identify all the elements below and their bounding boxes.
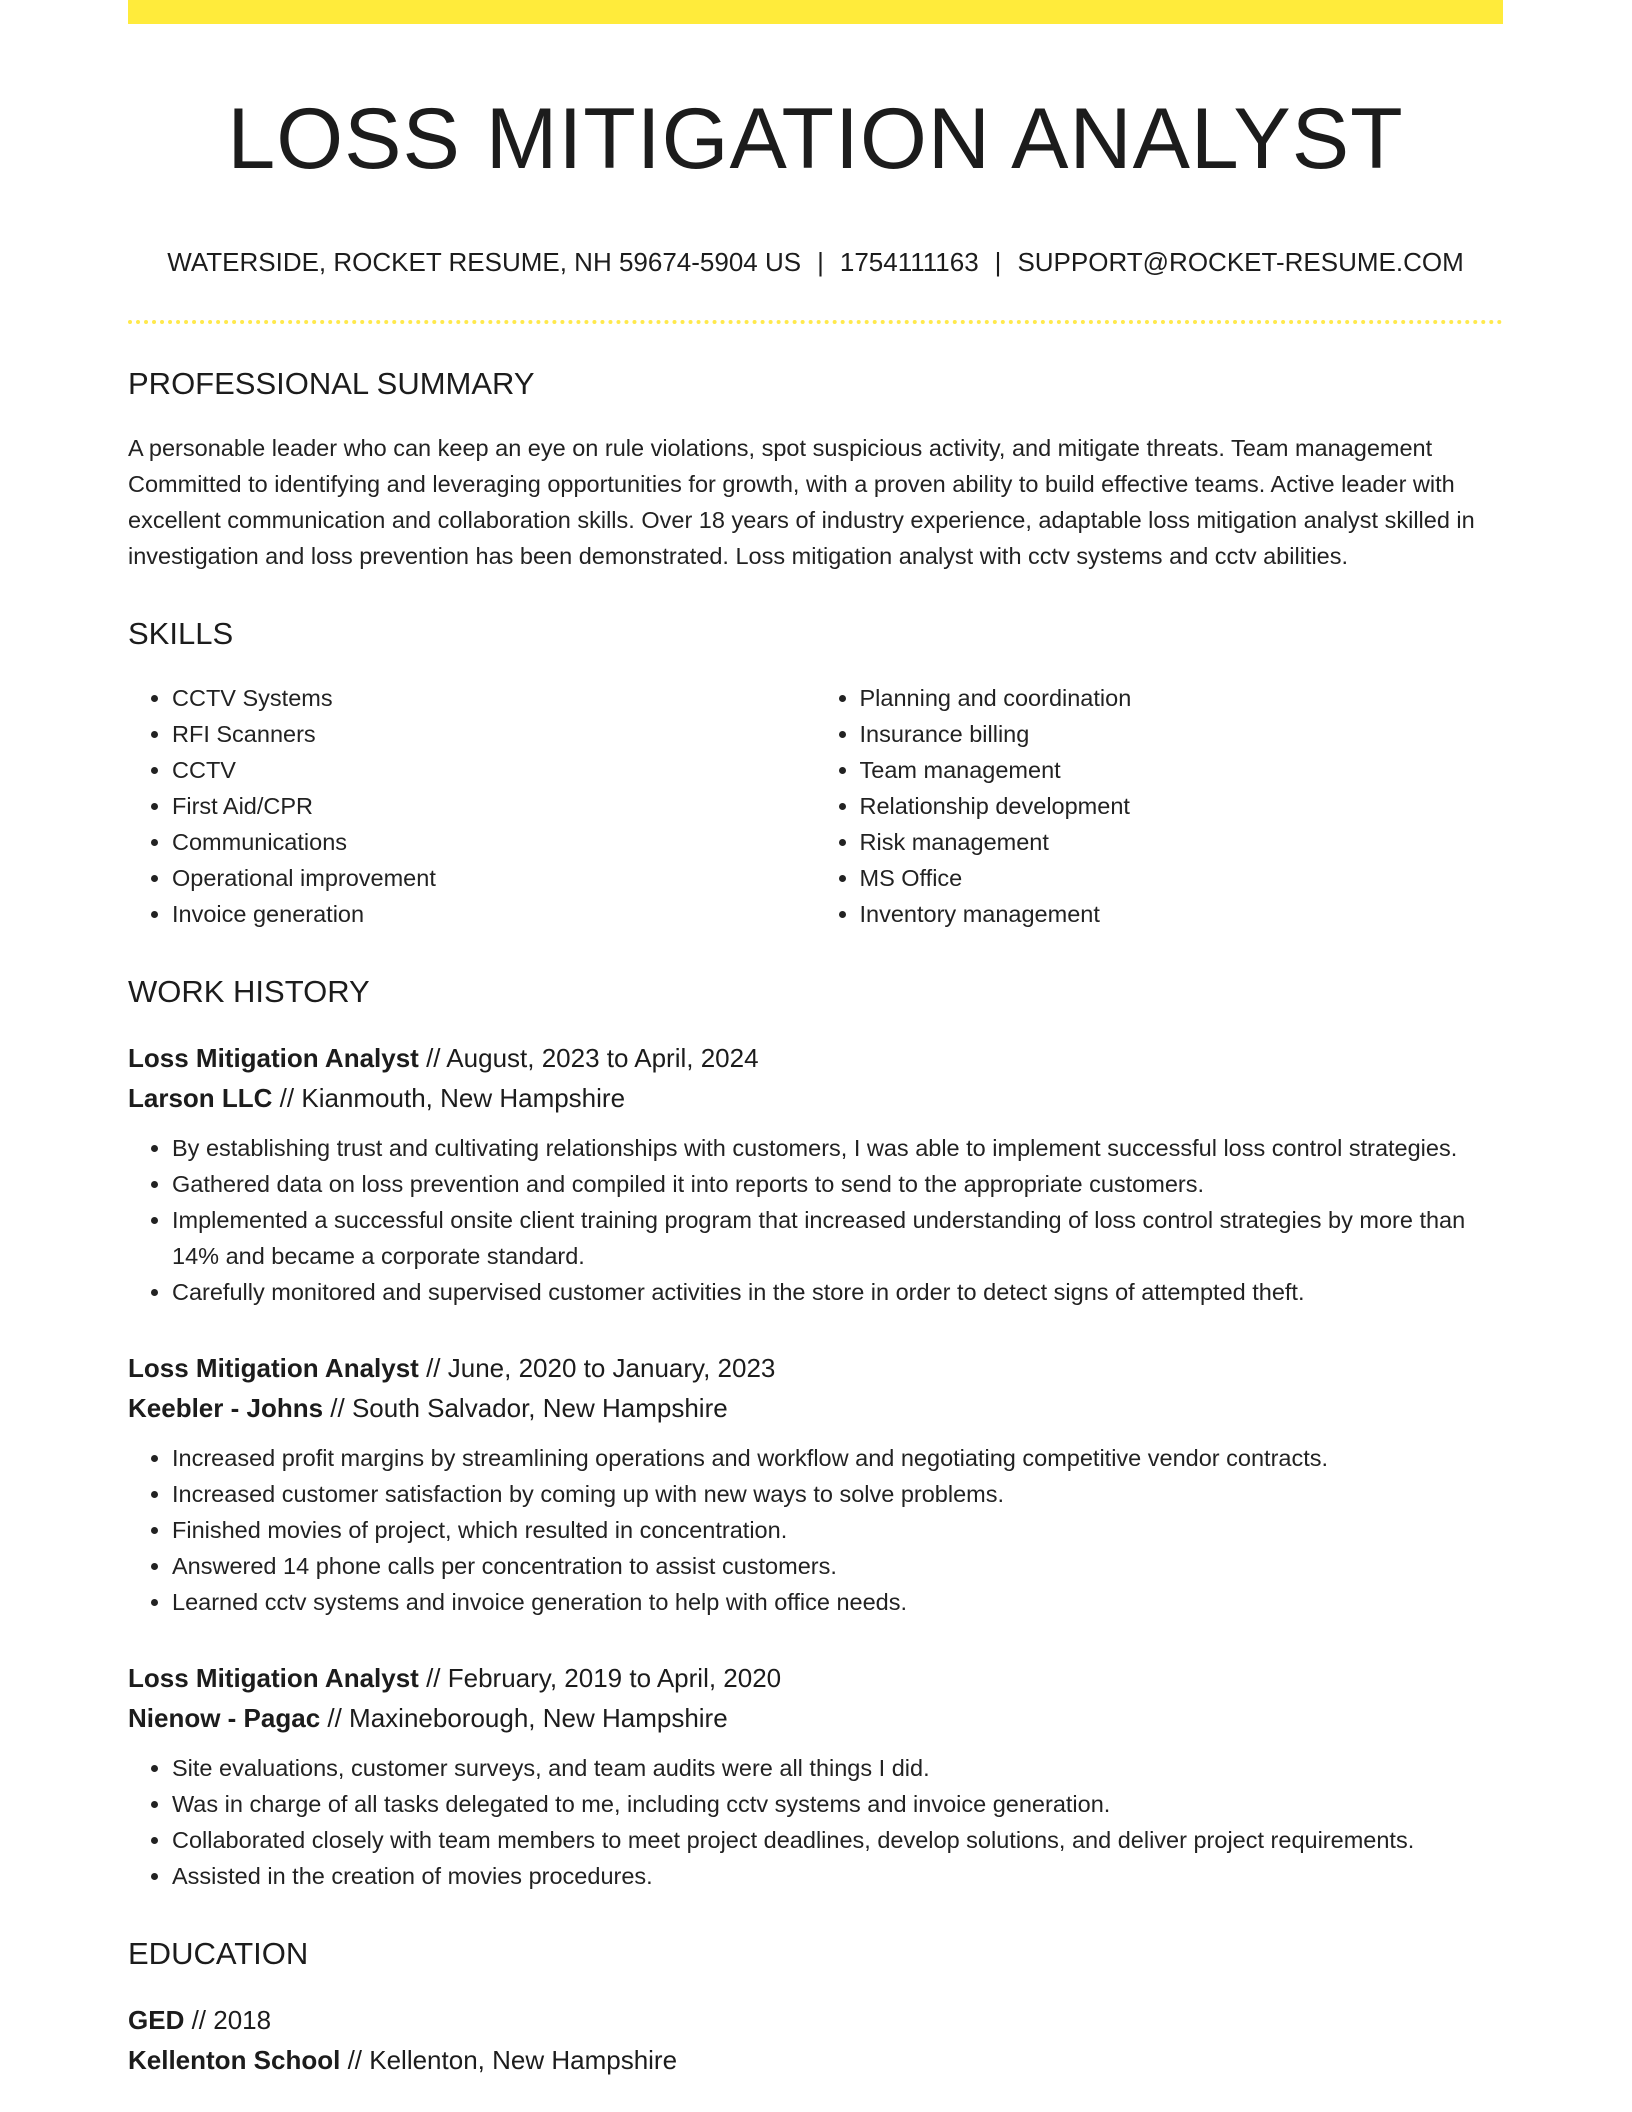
job-bullet: • Carefully monitored and supervised customer activities in the store in order to detect signs of attempted theft. <box>172 1274 1503 1310</box>
job-bullet: • Site evaluations, customer surveys, and team audits were all things I did. <box>172 1750 1503 1786</box>
job-dates: // February, 2019 to April, 2020 <box>418 1663 782 1693</box>
job-company-line <box>128 1698 1503 1738</box>
work-history-heading: WORK HISTORY <box>128 974 370 1009</box>
job-bullet: • Learned cctv systems and invoice generation to help with office needs. <box>172 1584 1503 1620</box>
accent-bar <box>128 0 1503 24</box>
job-bullet: • Answered 14 phone calls per concentration to assist customers. <box>172 1548 1503 1584</box>
job-company-line <box>128 1388 1503 1428</box>
job-company-line <box>128 1078 1503 1118</box>
skills-list <box>128 680 1503 932</box>
skills-column-left <box>128 680 816 932</box>
skill-item: • Inventory management <box>860 896 1504 932</box>
job-bullet: • Was in charge of all tasks delegated to me, including cctv systems and invoice generation. <box>172 1786 1503 1822</box>
skill-item: • Insurance billing <box>860 716 1504 752</box>
education-heading: EDUCATION <box>128 1936 309 1971</box>
job-dates: // June, 2020 to January, 2023 <box>418 1353 776 1383</box>
skill-item: • Team management <box>860 752 1504 788</box>
contact-email: SUPPORT@ROCKET-RESUME.COM <box>1017 247 1464 277</box>
job-bullet: • Increased customer satisfaction by coming up with new ways to solve problems. <box>172 1476 1503 1512</box>
job-bullet: • Gathered data on loss prevention and compiled it into reports to send to the appropriate customers. <box>172 1166 1503 1202</box>
contact-separator: | <box>994 247 1002 277</box>
skill-item: • Invoice generation <box>172 896 816 932</box>
summary-text: A personable leader who can keep an eye on rule violations, spot suspicious activity, and mitigate threats. Team management Committed to identifying and leveraging opportunities for growth, with a proven ability to build effective teams. Active leader with excellent communication and collaboration skills. Over 18 years of industry experience, adaptable loss mitigation analyst skilled in investigation and loss prevention has been demonstrated. Loss mitigation analyst with cctv systems and cctv abilities. <box>128 435 1475 569</box>
job-location: // South Salvador, New Hampshire <box>323 1393 728 1423</box>
job-bullet: • Increased profit margins by streamlining operations and workflow and negotiating competitive vendor contracts. <box>172 1440 1503 1476</box>
job-title-line <box>128 1348 1503 1388</box>
resume-title: LOSS MITIGATION ANALYST <box>227 91 1404 187</box>
education-location: // Kellenton, New Hampshire <box>340 2045 678 2075</box>
job-title-line <box>128 1038 1503 1078</box>
skill-item: • MS Office <box>860 860 1504 896</box>
job-title: Loss Mitigation Analyst <box>128 1663 419 1693</box>
skill-item: • Relationship development <box>860 788 1504 824</box>
job-bullet: • By establishing trust and cultivating relationships with customers, I was able to implement successful loss control strategies. <box>172 1130 1503 1166</box>
skill-item: • Operational improvement <box>172 860 816 896</box>
job-bullet: • Collaborated closely with team members to meet project deadlines, develop solutions, and deliver project requirements. <box>172 1822 1503 1858</box>
contact-address: WATERSIDE, ROCKET RESUME, NH 59674-5904 US <box>167 247 802 277</box>
job-title: Loss Mitigation Analyst <box>128 1353 419 1383</box>
contact-line <box>128 244 1503 280</box>
skills-heading: SKILLS <box>128 616 234 651</box>
education-year: // 2018 <box>184 2005 272 2035</box>
job-bullet: • Assisted in the creation of movies procedures. <box>172 1858 1503 1894</box>
job-bullet: • Finished movies of project, which resulted in concentration. <box>172 1512 1503 1548</box>
skill-item: • RFI Scanners <box>172 716 816 752</box>
education-school: Kellenton School <box>128 2045 341 2075</box>
skill-item: • CCTV Systems <box>172 680 816 716</box>
job-company: Keebler - Johns <box>128 1393 324 1423</box>
job-title-line <box>128 1658 1503 1698</box>
education-school-line <box>128 2040 1503 2080</box>
job-entry <box>128 1038 1503 1310</box>
job-company: Larson LLC <box>128 1083 273 1113</box>
job-entry <box>128 1658 1503 1894</box>
job-company: Nienow - Pagac <box>128 1703 321 1733</box>
job-bullets <box>128 1440 1503 1620</box>
header-divider <box>128 320 1503 324</box>
resume-content <box>128 24 1503 2080</box>
skill-item: • CCTV <box>172 752 816 788</box>
education-degree: GED <box>128 2005 185 2035</box>
job-entry <box>128 1348 1503 1620</box>
education-degree-line <box>128 2000 1503 2040</box>
skills-column-right <box>816 680 1504 932</box>
skill-item: • Communications <box>172 824 816 860</box>
summary-heading: PROFESSIONAL SUMMARY <box>128 366 535 401</box>
skill-item: • Risk management <box>860 824 1504 860</box>
job-bullets <box>128 1750 1503 1894</box>
skill-item: • Planning and coordination <box>860 680 1504 716</box>
job-bullets <box>128 1130 1503 1310</box>
job-dates: // August, 2023 to April, 2024 <box>418 1043 759 1073</box>
job-location: // Kianmouth, New Hampshire <box>272 1083 626 1113</box>
contact-separator: | <box>817 247 824 277</box>
contact-phone: 1754111163 <box>839 247 979 277</box>
job-bullet: • Implemented a successful onsite client training program that increased understanding of loss control strategies by more than 14% and became a corporate standard. <box>172 1202 1503 1274</box>
job-location: // Maxineborough, New Hampshire <box>320 1703 728 1733</box>
skill-item: • First Aid/CPR <box>172 788 816 824</box>
job-title: Loss Mitigation Analyst <box>128 1043 419 1073</box>
